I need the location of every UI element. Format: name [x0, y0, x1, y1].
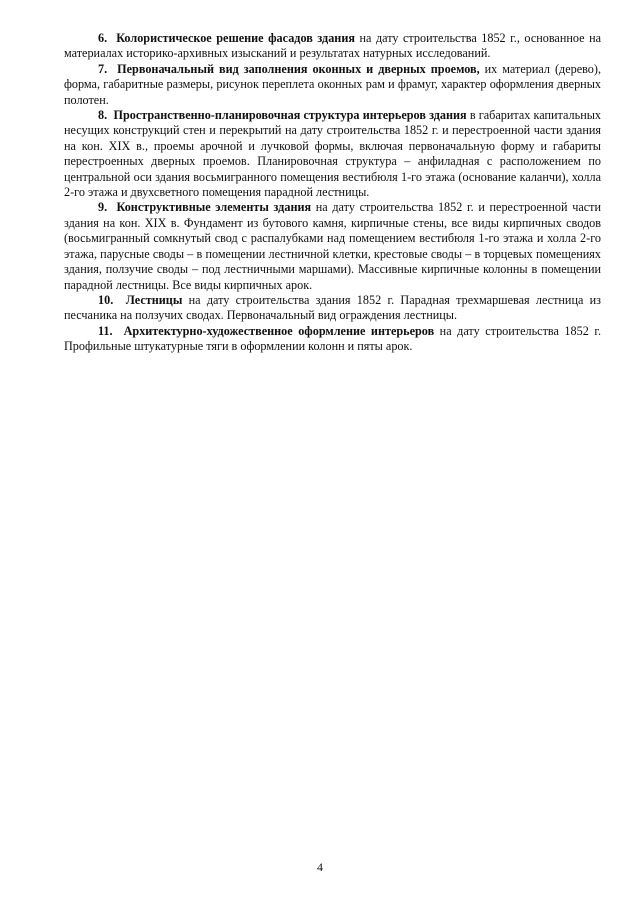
- section-9: [64, 200, 601, 292]
- section-text: их материал (дерево), форма, габаритные размеры, рисунок переплета оконных рам и фрамуг, характер оформления дверных полотен.: [64, 61, 601, 107]
- section-number: 7.: [98, 61, 108, 76]
- section-text: в габаритах капитальных несущих конструкций стен и перекрытий на дату строительства 1852 г. и перестроенной части здания на кон. XIX в., проемы арочной и лучковой формы, включая первоначальную форму и габариты перестроенных дверных проемов. Планировочная структура – анфиладная с расположением по центральной оси здания восьмигранного помещения вестибюля 1-го этажа (основание каланчи), холла 2-го этажа и двухсветного помещения парадной лестницы.: [64, 108, 601, 200]
- section-number: 11.: [98, 323, 113, 338]
- section-heading: Архитектурно-художественное оформление интерьеров: [123, 323, 435, 338]
- document-body: [64, 31, 601, 355]
- section-heading: Конструктивные элементы здания: [116, 200, 312, 215]
- section-number: 9.: [98, 200, 108, 215]
- section-heading: Первоначальный вид заполнения оконных и дверных проемов,: [117, 61, 480, 76]
- section-8: [64, 108, 601, 200]
- section-7: [64, 62, 601, 108]
- section-text: на дату строительства здания 1852 г. Парадная трехмаршевая лестница из песчаника на ползучих сводах. Первоначальный вид ограждения лестницы.: [64, 292, 601, 323]
- section-11: [64, 324, 601, 355]
- section-text: на дату строительства 1852 г. Профильные штукатурные тяги в оформлении колонн и пяты арок.: [64, 323, 601, 354]
- section-number: 8.: [98, 108, 108, 123]
- section-text: на дату строительства 1852 г. и перестроенной части здания на кон. XIX в. Фундамент из бутового камня, кирпичные стены, все виды кирпичных сводов (восьмигранный сомкнутый свод с распалубками над помещением вестибюля 1-го этажа и холла 2-го этажа, парусные своды – в помещении лестничной клетки, крестовые своды – в торцевых помещениях здания, ползучие своды – под лестничными маршами). Массивные кирпичные колонны в помещении парадной лестницы. Все виды кирпичных арок.: [64, 200, 602, 292]
- section-text: на дату строительства 1852 г., основанное на материалах историко-архивных изысканий и результатах натурных исследований.: [64, 31, 602, 61]
- section-6: [64, 31, 601, 62]
- section-heading: Пространственно-планировочная структура интерьеров здания: [113, 108, 467, 123]
- page-number: 4: [317, 860, 323, 874]
- section-number: 10.: [98, 292, 114, 307]
- section-heading: Лестницы: [125, 292, 183, 307]
- section-heading: Колористическое решение фасадов здания: [116, 31, 355, 45]
- section-10: [64, 293, 601, 324]
- section-number: 6.: [98, 31, 108, 45]
